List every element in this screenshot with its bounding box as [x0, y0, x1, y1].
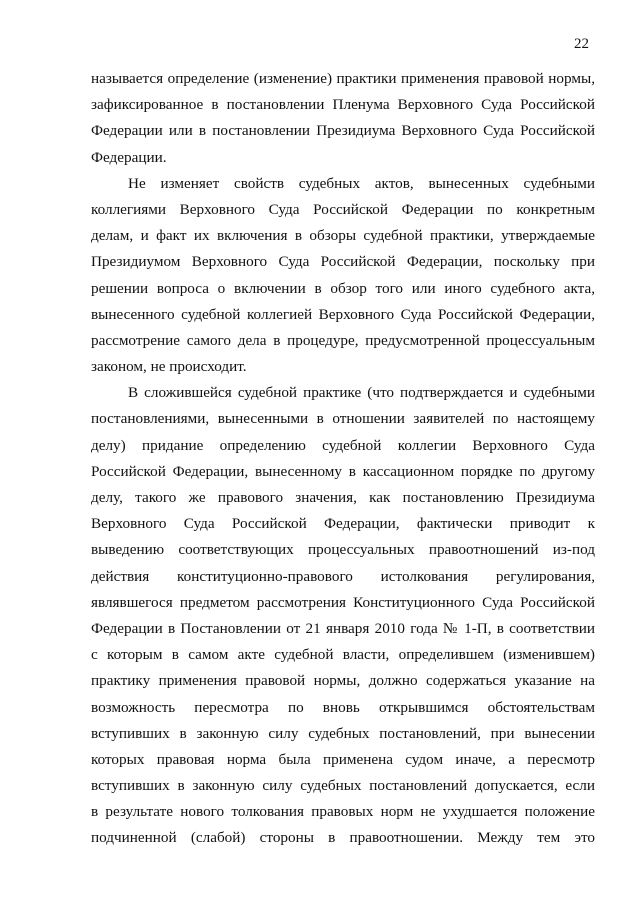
text-line: действия конституционно-правового истолкования регулирования,	[91, 567, 595, 585]
text-line: зафиксированное в постановлении Пленума Верховного Суда Российской	[91, 96, 595, 114]
text-line: В сложившейся судебной практике (что подтверждается и судебными	[128, 384, 595, 402]
text-line: с которым в самом акте судебной власти, определившем (изменившем)	[91, 646, 595, 664]
text-line: в результате нового толкования правовых норм не ухудшается положение	[91, 803, 595, 821]
text-line: являвшегося предметом рассмотрения Конституционного Суда Российской	[91, 593, 595, 611]
document-body	[91, 66, 595, 852]
text-line: Российской Федерации, вынесенному в кассационном порядке по другому	[91, 462, 595, 480]
text-line: практику применения правовой нормы, должно содержаться указание на	[91, 672, 595, 690]
text-line: рассмотрение самого дела в процедуре, предусмотренной процессуальным	[91, 331, 595, 349]
text-line: Федерации в Постановлении от 21 января 2010 года № 1-П, в соответствии	[91, 619, 595, 637]
text-line: которых правовая норма была применена судом иначе, а пересмотр	[91, 750, 595, 768]
text-line: Федерации или в постановлении Президиума Верховного Суда Российской	[91, 122, 595, 140]
text-line: коллегиями Верховного Суда Российской Федерации по конкретным	[91, 200, 595, 218]
text-line: законом, не происходит.	[91, 358, 247, 376]
text-line: Президиумом Верховного Суда Российской Федерации, поскольку при	[91, 253, 595, 271]
text-line: называется определение (изменение) практики применения правовой нормы,	[91, 70, 595, 87]
text-line: постановлениями, вынесенными в отношении заявителей по настоящему	[91, 410, 595, 428]
text-line: делу, такого же правового значения, как постановлению Президиума	[91, 489, 595, 506]
text-line: Верховного Суда Российской Федерации, фактически приводит к	[91, 515, 595, 533]
text-line: делу) придание определению судебной коллегии Верховного Суда	[91, 436, 595, 454]
text-line: возможность пересмотра по вновь открывшимся обстоятельствам	[91, 698, 595, 716]
text-line: вынесенного судебной коллегией Верховного Суда Российской Федерации,	[91, 305, 595, 323]
text-line: подчиненной (слабой) стороны в правоотношении. Между тем это	[91, 829, 595, 847]
text-line: Не изменяет свойств судебных актов, вынесенных судебными	[128, 174, 595, 192]
text-line: вступивших в законную силу судебных постановлений допускается, если	[91, 777, 595, 795]
text-line: выведению соответствующих процессуальных правоотношений из-под	[91, 541, 595, 559]
text-line: решении вопроса о включении в обзор того или иного судебного акта,	[91, 279, 595, 297]
page-number: 22	[574, 36, 589, 52]
text-line: вступивших в законную силу судебных постановлений, при вынесении	[91, 724, 595, 742]
text-line: Федерации.	[91, 148, 167, 166]
text-line: делам, и факт их включения в обзоры судебной практики, утверждаемые	[91, 227, 595, 245]
